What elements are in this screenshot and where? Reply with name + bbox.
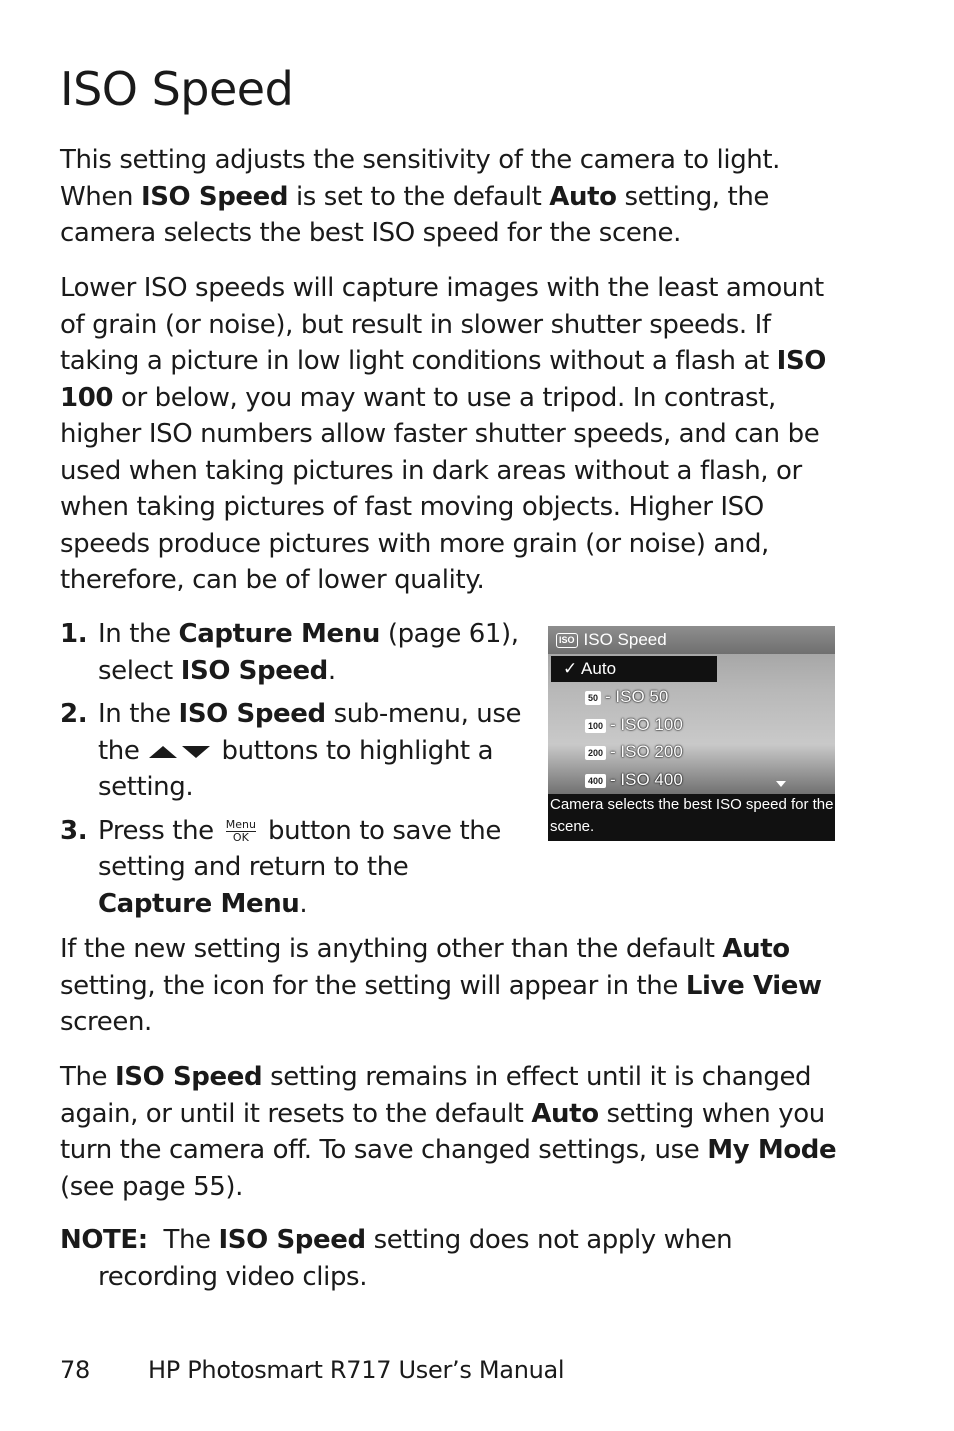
scroll-down-icon bbox=[776, 781, 786, 787]
iso-icon: ISO bbox=[556, 633, 578, 648]
note bbox=[60, 1222, 840, 1296]
text: (page 61), select bbox=[98, 619, 519, 686]
text: setting when you turn the camera off. To save changed settings, use bbox=[60, 1098, 825, 1165]
text: . bbox=[327, 655, 336, 686]
bold-text: Capture Menu bbox=[178, 619, 380, 649]
menu-label: Menu bbox=[225, 817, 256, 831]
text: In the bbox=[98, 699, 179, 729]
camera-menu-title bbox=[548, 626, 835, 654]
bold-text: Auto bbox=[531, 1098, 599, 1129]
camera-option-iso-200 bbox=[548, 739, 835, 765]
camera-option-iso-100 bbox=[548, 712, 835, 738]
live-view-paragraph bbox=[60, 931, 840, 1041]
bold-text: Live View bbox=[685, 970, 822, 1001]
bold-text: Auto bbox=[722, 934, 790, 964]
steps-list bbox=[60, 616, 530, 929]
camera-screen-image bbox=[548, 626, 835, 841]
bold-text: ISO Speed bbox=[140, 181, 289, 212]
step-number: 1. bbox=[60, 619, 88, 649]
camera-option-description: Camera selects the best ISO speed for the scene. bbox=[548, 794, 835, 841]
iso-400-icon: 400 bbox=[585, 774, 606, 788]
option-label: - ISO 50 bbox=[605, 687, 669, 706]
iso-100-icon: 100 bbox=[585, 719, 606, 733]
page-number: 78 bbox=[60, 1356, 90, 1384]
step-2 bbox=[60, 696, 530, 806]
bold-text: Auto bbox=[549, 181, 617, 212]
step-1 bbox=[60, 616, 530, 689]
text: setting, the icon for the setting will appear in the bbox=[60, 970, 686, 1001]
iso-explanation-paragraph bbox=[60, 270, 840, 599]
text: If the new setting is anything other than the default bbox=[60, 934, 723, 964]
step-number: 3. bbox=[60, 815, 88, 846]
bold-text: ISO 100 bbox=[60, 346, 826, 413]
iso-200-icon: 200 bbox=[585, 746, 606, 760]
up-down-arrows-icon bbox=[149, 733, 211, 770]
page-title: ISO Speed bbox=[60, 62, 294, 116]
text: The bbox=[60, 1062, 116, 1092]
camera-option-iso-50 bbox=[548, 684, 835, 710]
bold-text: ISO Speed bbox=[218, 1225, 366, 1255]
bold-text: ISO Speed bbox=[178, 699, 326, 729]
text: buttons to highlight a setting. bbox=[98, 735, 494, 803]
step-number: 2. bbox=[60, 699, 88, 729]
bold-text: ISO Speed bbox=[115, 1062, 263, 1092]
text: In the bbox=[98, 619, 179, 649]
note-continuation: recording video clips. bbox=[98, 1262, 368, 1292]
text: . bbox=[299, 888, 308, 919]
option-label: Auto bbox=[581, 659, 617, 678]
menu-ok-button-icon bbox=[226, 819, 256, 844]
text: (see page 55). bbox=[60, 1171, 244, 1202]
step-3 bbox=[60, 813, 530, 923]
bold-text: ISO Speed bbox=[180, 655, 328, 686]
text: sub-menu, use the bbox=[98, 699, 522, 766]
iso-50-icon: 50 bbox=[585, 691, 601, 705]
bold-text: My Mode bbox=[707, 1135, 837, 1165]
text: setting, the camera selects the best ISO speed for the scene. bbox=[60, 181, 769, 248]
persistence-paragraph bbox=[60, 1059, 840, 1205]
text: Lower ISO speeds will capture images with the least amount of grain (or noise), but result in slower shutter speeds. If taking a picture in low light conditions without a flash at bbox=[60, 273, 824, 376]
text: screen. bbox=[60, 1007, 152, 1037]
checkmark-icon: ✓ bbox=[563, 659, 578, 678]
option-label: - ISO 200 bbox=[610, 742, 683, 761]
footer-manual-title: HP Photosmart R717 User’s Manual bbox=[148, 1356, 565, 1384]
text: This setting adjusts the sensitivity of the camera to light. When bbox=[60, 145, 781, 212]
camera-option-auto bbox=[551, 656, 717, 682]
bold-text: Capture Menu bbox=[98, 888, 300, 919]
note-label: NOTE: bbox=[60, 1225, 148, 1255]
intro-paragraph bbox=[60, 142, 840, 252]
camera-menu-title-text: ISO Speed bbox=[583, 630, 667, 649]
option-label: - ISO 100 bbox=[610, 715, 683, 734]
text: setting remains in effect until it is changed again, or until it resets to the default bbox=[60, 1062, 812, 1129]
camera-option-iso-400 bbox=[548, 767, 835, 793]
text: setting does not apply when bbox=[365, 1225, 733, 1255]
text: button to save the setting and return to the bbox=[98, 815, 501, 883]
text: Press the bbox=[98, 815, 214, 846]
ok-label: OK bbox=[232, 830, 249, 844]
text: is set to the default bbox=[288, 181, 550, 212]
option-label: - ISO 400 bbox=[610, 770, 683, 789]
text: or below, you may want to use a tripod. In contrast, higher ISO numbers allow faster shutter speeds, and can be used when taking pictures in dark areas without a flash, or when taking pictures of fast moving objects. Higher ISO speeds produce pictures with more grain (or noise) and, therefore, can be of lower quality. bbox=[60, 382, 820, 595]
text: The bbox=[147, 1225, 219, 1255]
